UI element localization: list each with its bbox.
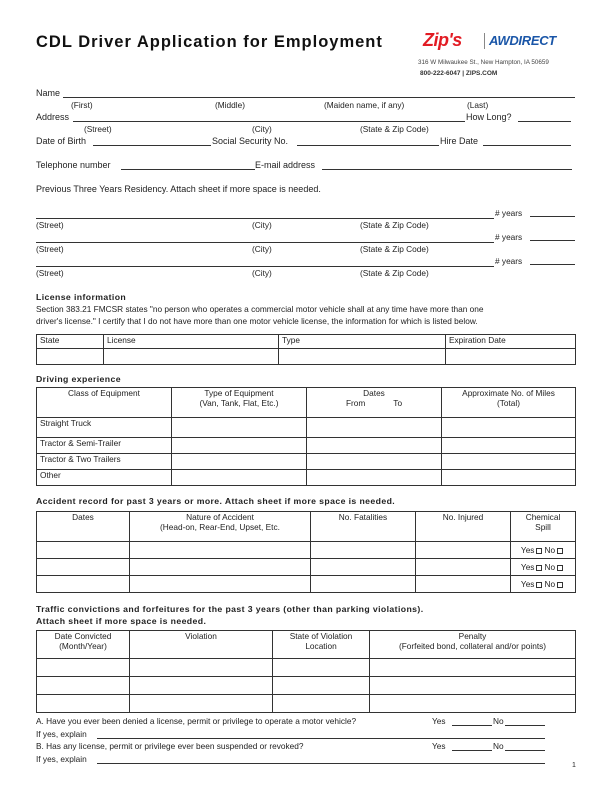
driving-row-label: Tractor & Two Trailers [37, 454, 172, 470]
residency-1-field[interactable] [36, 218, 494, 219]
residency-1-state: (State & Zip Code) [360, 220, 429, 230]
street-caption: (Street) [84, 124, 112, 134]
driving-heading: Driving experience [36, 374, 121, 384]
accident-cell[interactable] [130, 576, 311, 593]
traffic-heading-2: Attach sheet if more space is needed. [36, 616, 207, 626]
driving-col-class [37, 388, 172, 418]
traffic-col-state [273, 631, 370, 659]
company-phone: 800-222-6047 [420, 70, 461, 77]
residency-2-street: (Street) [36, 244, 64, 254]
residency-2-years-label: # years [495, 232, 523, 242]
driving-row-label: Tractor & Semi-Trailer [37, 438, 172, 454]
residency-1-years-field[interactable] [530, 216, 575, 217]
driving-cell[interactable] [172, 470, 307, 486]
question-b: B. Has any license, permit or privilege ever been suspended or revoked? [36, 741, 304, 751]
license-table [36, 334, 576, 365]
question-b-no-label: No [493, 741, 504, 751]
awdirect-logo: AWDIRECT [489, 33, 556, 48]
driving-cell[interactable] [307, 454, 442, 470]
spill-yes-label: Yes [520, 579, 535, 589]
driving-cell[interactable] [172, 418, 307, 438]
accident-col-nature [130, 512, 311, 542]
traffic-col-state-line2: Location [305, 641, 337, 651]
name-label: Name [36, 88, 61, 98]
ssn-label: Social Security No. [212, 136, 289, 146]
traffic-col-state-line1: State of Violation [289, 631, 353, 641]
accident-cell[interactable] [416, 559, 511, 576]
residency-3-years-label: # years [495, 256, 523, 266]
accident-cell[interactable] [37, 576, 130, 593]
residency-1-city: (City) [252, 220, 272, 230]
traffic-cell[interactable] [37, 695, 130, 713]
maiden-caption: (Maiden name, if any) [324, 100, 405, 110]
question-b-no-field[interactable] [505, 750, 545, 751]
question-a-explain-label: If yes, explain [36, 729, 87, 739]
driving-col-from: From [345, 398, 366, 408]
license-col-state: State [37, 335, 104, 349]
spill-no-checkbox[interactable] [557, 565, 563, 571]
telephone-field[interactable] [121, 169, 255, 170]
spill-choice [511, 576, 576, 593]
company-address: 316 W Milwaukee St., New Hampton, IA 50659 [418, 59, 549, 66]
accident-cell[interactable] [311, 559, 416, 576]
question-a-explain-field[interactable] [97, 738, 545, 739]
question-b-explain-field[interactable] [97, 763, 545, 764]
accident-table [36, 511, 576, 593]
spill-no-label: No [544, 579, 556, 589]
logo-divider [484, 33, 485, 49]
accident-col-fatalities: No. Fatalities [311, 512, 416, 542]
question-a: A. Have you ever been denied a license, permit or privilege to operate a motor vehicle? [36, 716, 357, 726]
accident-cell[interactable] [130, 542, 311, 559]
driving-cell[interactable] [442, 454, 576, 470]
traffic-col-penalty [370, 631, 576, 659]
traffic-cell[interactable] [273, 677, 370, 695]
address-field[interactable] [73, 121, 465, 122]
accident-col-spill [511, 512, 576, 542]
question-b-explain-label: If yes, explain [36, 754, 87, 764]
middle-caption: (Middle) [215, 100, 245, 110]
traffic-col-penalty-line1: Penalty [458, 631, 487, 641]
spill-yes-label: Yes [520, 545, 535, 555]
residency-3-field[interactable] [36, 266, 494, 267]
spill-choice [511, 542, 576, 559]
spill-no-checkbox[interactable] [557, 548, 563, 554]
page-title: CDL Driver Application for Employment [36, 33, 383, 51]
dob-field[interactable] [93, 145, 211, 146]
zips-logo: Zip's [423, 30, 462, 50]
license-number-cell[interactable] [104, 349, 279, 365]
spill-no-checkbox[interactable] [557, 582, 563, 588]
traffic-col-date [37, 631, 130, 659]
accident-col-nature-line2: (Head-on, Rear-End, Upset, Etc. [160, 522, 280, 532]
traffic-cell[interactable] [273, 659, 370, 677]
license-expiration-cell[interactable] [446, 349, 576, 365]
traffic-cell[interactable] [37, 677, 130, 695]
residency-2-city: (City) [252, 244, 272, 254]
license-type-cell[interactable] [279, 349, 446, 365]
driving-cell[interactable] [172, 438, 307, 454]
driving-cell[interactable] [442, 418, 576, 438]
spill-yes-checkbox[interactable] [536, 582, 542, 588]
traffic-cell[interactable] [130, 695, 273, 713]
hire-date-field[interactable] [483, 145, 571, 146]
residency-1-street: (Street) [36, 220, 64, 230]
residency-heading: Previous Three Years Residency. Attach sheet if more space is needed. [36, 184, 321, 194]
driving-col-type-line1: Type of Equipment [204, 388, 274, 398]
spill-yes-checkbox[interactable] [536, 548, 542, 554]
accident-col-nature-line1: Nature of Accident [186, 512, 254, 522]
accident-col-spill-line1: Chemical [525, 512, 561, 522]
driving-col-dates-label: Dates [363, 388, 385, 398]
driving-col-to: To [393, 398, 403, 408]
traffic-col-penalty-line2: (Forfeited bond, collateral and/or points) [398, 641, 547, 651]
license-text-1: Section 383.21 FMCSR states "no person who operates a commercial motor vehicle shall at any time have more than one [36, 304, 484, 314]
traffic-table [36, 630, 576, 713]
driving-col-class-label: Class of Equipment [68, 388, 140, 398]
traffic-col-date-line1: Date Convicted [54, 631, 112, 641]
license-text-2: driver's license." I certify that I do not have more than one motor vehicle license, the information for which is listed below. [36, 316, 478, 326]
last-caption: (Last) [467, 100, 489, 110]
driving-table [36, 387, 576, 486]
accident-cell[interactable] [416, 576, 511, 593]
company-website: ZIPS.COM [465, 70, 498, 77]
driving-row-label: Other [37, 470, 172, 486]
residency-1-years-label: # years [495, 208, 523, 218]
traffic-cell[interactable] [130, 659, 273, 677]
first-caption: (First) [71, 100, 93, 110]
driving-col-miles [442, 388, 576, 418]
license-col-license: License [104, 335, 279, 349]
accident-col-dates: Dates [37, 512, 130, 542]
residency-2-field[interactable] [36, 242, 494, 243]
spill-yes-checkbox[interactable] [536, 565, 542, 571]
accident-cell[interactable] [416, 542, 511, 559]
spill-no-label: No [544, 562, 556, 572]
telephone-label: Telephone number [36, 160, 111, 170]
accident-cell[interactable] [311, 542, 416, 559]
license-col-type: Type [279, 335, 446, 349]
traffic-heading-1: Traffic convictions and forfeitures for the past 3 years (other than parking violations). [36, 604, 424, 614]
driving-col-miles-line1: Approximate No. of Miles [462, 388, 555, 398]
traffic-cell[interactable] [130, 677, 273, 695]
traffic-cell[interactable] [370, 659, 576, 677]
question-b-yes-field[interactable] [452, 750, 492, 751]
email-label: E-mail address [255, 160, 316, 170]
spill-no-label: No [544, 545, 556, 555]
dob-label: Date of Birth [36, 136, 87, 146]
license-col-expiration: Expiration Date [446, 335, 576, 349]
company-contact: 800-222-6047 | ZIPS.COM [420, 70, 498, 77]
question-a-no-label: No [493, 716, 504, 726]
driving-cell[interactable] [172, 454, 307, 470]
driving-cell[interactable] [442, 470, 576, 486]
residency-2-state: (State & Zip Code) [360, 244, 429, 254]
accident-col-injured: No. Injured [416, 512, 511, 542]
residency-3-state: (State & Zip Code) [360, 268, 429, 278]
how-long-label: How Long? [466, 112, 512, 122]
traffic-cell[interactable] [370, 677, 576, 695]
traffic-col-date-line2: (Month/Year) [59, 641, 107, 651]
driving-col-dates [307, 388, 442, 418]
question-a-yes-label: Yes [432, 716, 446, 726]
residency-3-street: (Street) [36, 268, 64, 278]
address-label: Address [36, 112, 70, 122]
accident-cell[interactable] [37, 542, 130, 559]
spill-yes-label: Yes [520, 562, 535, 572]
driving-col-miles-line2: (Total) [496, 398, 521, 408]
license-heading: License information [36, 292, 127, 302]
traffic-cell[interactable] [273, 695, 370, 713]
city-caption: (City) [252, 124, 272, 134]
driving-col-type-line2: (Van, Tank, Flat, Etc.) [199, 398, 279, 408]
driving-cell[interactable] [307, 418, 442, 438]
accident-cell[interactable] [37, 559, 130, 576]
question-a-yes-field[interactable] [452, 725, 492, 726]
how-long-field[interactable] [518, 121, 571, 122]
question-a-no-field[interactable] [505, 725, 545, 726]
email-field[interactable] [322, 169, 572, 170]
accident-cell[interactable] [130, 559, 311, 576]
driving-cell[interactable] [442, 438, 576, 454]
page-number: 1 [572, 762, 576, 769]
hire-date-label: Hire Date [440, 136, 479, 146]
driving-col-type [172, 388, 307, 418]
driving-cell[interactable] [307, 470, 442, 486]
traffic-cell[interactable] [37, 659, 130, 677]
residency-3-years-field[interactable] [530, 264, 575, 265]
question-b-yes-label: Yes [432, 741, 446, 751]
license-state-cell[interactable] [37, 349, 104, 365]
state-zip-caption: (State & Zip Code) [360, 124, 429, 134]
driving-row-label: Straight Truck [37, 418, 172, 438]
residency-3-city: (City) [252, 268, 272, 278]
accident-cell[interactable] [311, 576, 416, 593]
spill-choice [511, 559, 576, 576]
driving-cell[interactable] [307, 438, 442, 454]
accident-heading: Accident record for past 3 years or more. Attach sheet if more space is needed. [36, 496, 396, 506]
traffic-cell[interactable] [370, 695, 576, 713]
name-field[interactable] [63, 97, 575, 98]
accident-col-spill-line2: Spill [535, 522, 551, 532]
ssn-field[interactable] [297, 145, 439, 146]
residency-2-years-field[interactable] [530, 240, 575, 241]
traffic-col-violation: Violation [130, 631, 273, 659]
